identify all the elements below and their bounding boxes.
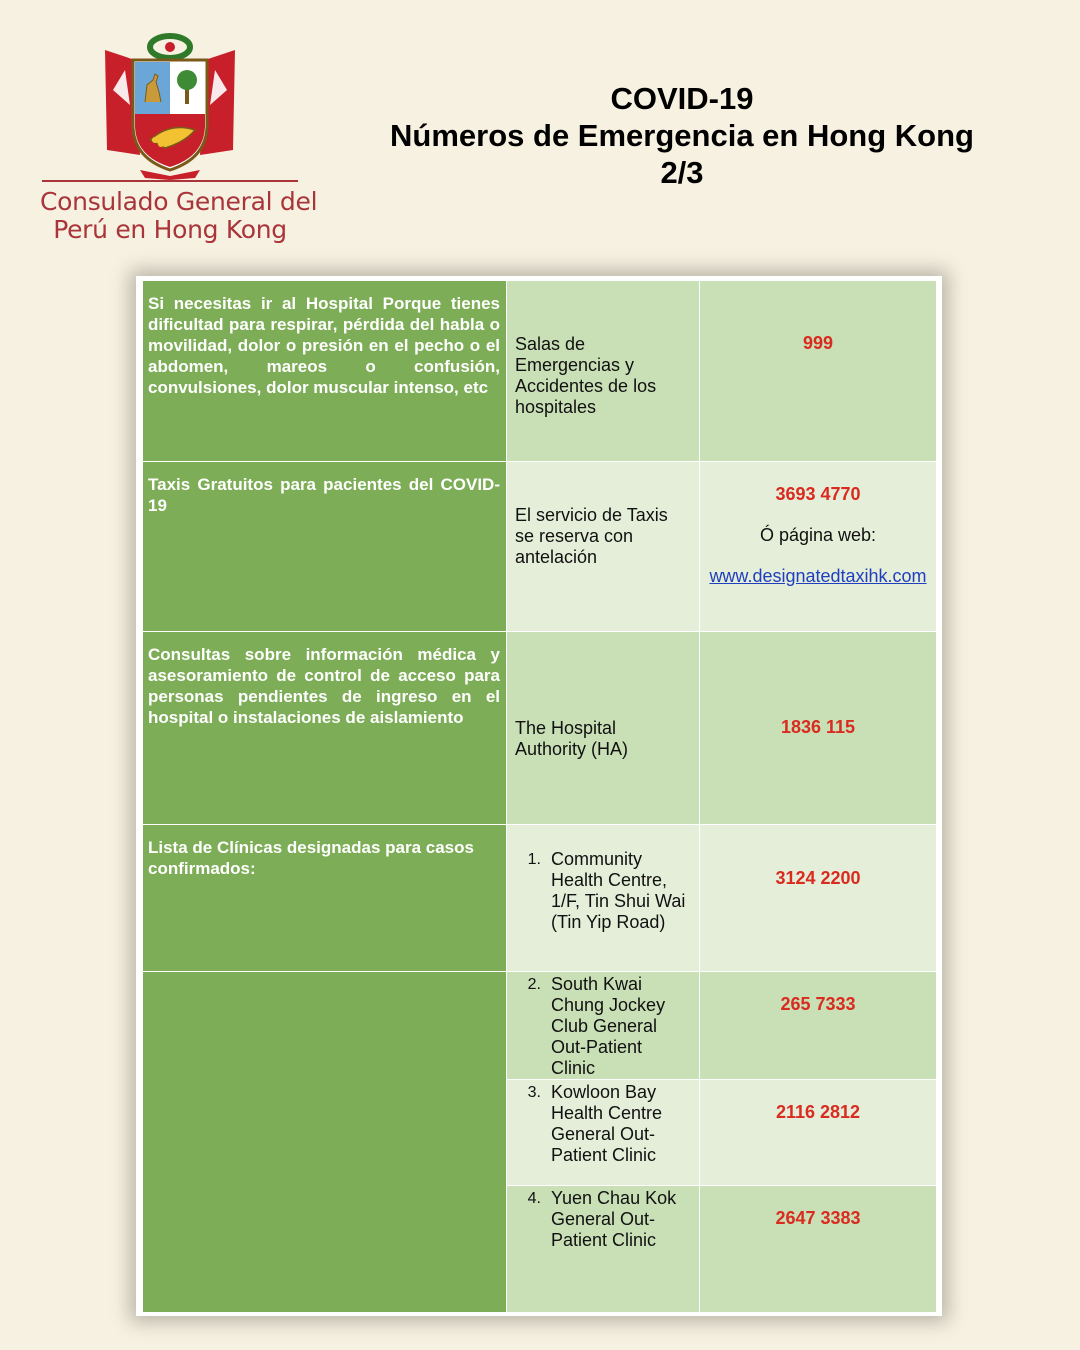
table-row — [143, 281, 937, 462]
clinic-cell — [507, 1186, 700, 1313]
phone-number: 265 7333 — [780, 994, 856, 1014]
title-line-1: COVID-19 — [610, 81, 754, 116]
number-cell — [700, 281, 937, 462]
row-label: Consultas sobre información médica y asesoramiento de control de acceso para personas pendientes de ingreso en el hospital o instalaciones de aislamiento — [143, 632, 507, 825]
service-cell — [507, 462, 700, 632]
clinic-cell — [507, 972, 700, 1080]
table-row — [143, 825, 937, 972]
service-text: The Hospital Authority (HA) — [515, 718, 629, 759]
number-cell — [700, 462, 937, 632]
number-cell — [700, 1080, 937, 1186]
list-item-index: 3. — [527, 1084, 541, 1101]
emergency-numbers-table — [142, 280, 937, 1313]
table-row — [143, 632, 937, 825]
list-item-index: 2. — [527, 976, 541, 993]
peru-coat-of-arms-icon — [95, 30, 245, 180]
service-cell — [507, 281, 700, 462]
page-title — [372, 80, 992, 191]
clinic-cell — [507, 1080, 700, 1186]
title-line-2: Números de Emergencia en Hong Kong — [390, 118, 974, 153]
clinic-name: Yuen Chau Kok General Out-Patient Clinic — [551, 1188, 677, 1250]
logo-divider — [42, 180, 298, 182]
phone-number: 3693 4770 — [775, 484, 861, 504]
number-cell — [700, 825, 937, 972]
list-item — [515, 1186, 691, 1251]
service-text: El servicio de Taxis se reserva con antelación — [515, 505, 668, 567]
emergency-numbers-table-frame — [136, 276, 942, 1316]
clinic-name: Kowloon Bay Health Centre General Out-Patient Clinic — [551, 1082, 663, 1165]
service-text: Salas de Emergencias y Accidentes de los hospitales — [515, 334, 657, 417]
list-item-index: 1. — [527, 851, 541, 868]
title-line-3: 2/3 — [660, 155, 704, 190]
phone-number: 2647 3383 — [775, 1208, 861, 1228]
phone-number: 2116 2812 — [775, 1102, 861, 1122]
consulate-logo — [40, 30, 318, 244]
service-cell — [507, 632, 700, 825]
phone-number: 1836 115 — [780, 717, 856, 737]
list-item — [515, 825, 691, 933]
clinic-name: South Kwai Chung Jockey Club General Out-Patient Clinic — [551, 974, 666, 1078]
row-label: Si necesitas ir al Hospital Porque tienes dificultad para respirar, pérdida del habla o movilidad, dolor o presión en el pecho o el abdomen, mareos o confusión, convulsiones, dolor muscular intenso, etc — [143, 281, 507, 462]
number-cell — [700, 1186, 937, 1313]
phone-number: 3124 2200 — [775, 868, 861, 888]
consulate-name-line2: Perú en Hong Kong — [53, 215, 287, 244]
taxi-website-link[interactable]: www.designatedtaxihk.com — [709, 566, 927, 586]
number-cell — [700, 972, 937, 1080]
table-row — [143, 462, 937, 632]
row-label: Taxis Gratuitos para pacientes del COVID-19 — [143, 462, 507, 632]
list-item-index: 4. — [527, 1190, 541, 1207]
clinics-label: Lista de Clínicas designadas para casos confirmados: — [143, 825, 507, 972]
list-item — [515, 1080, 691, 1166]
clinic-name: Community Health Centre, 1/F, Tin Shui Wai (Tin Yip Road) — [551, 849, 686, 932]
web-link[interactable] — [700, 546, 936, 587]
list-item — [515, 972, 691, 1079]
clinic-cell — [507, 825, 700, 972]
consulate-name-line1: Consulado General del — [40, 187, 318, 216]
clinics-label-continuation — [143, 972, 507, 1313]
table-row — [143, 972, 937, 1080]
number-cell — [700, 632, 937, 825]
web-label: Ó página web: — [759, 525, 877, 545]
phone-number: 999 — [802, 333, 834, 353]
